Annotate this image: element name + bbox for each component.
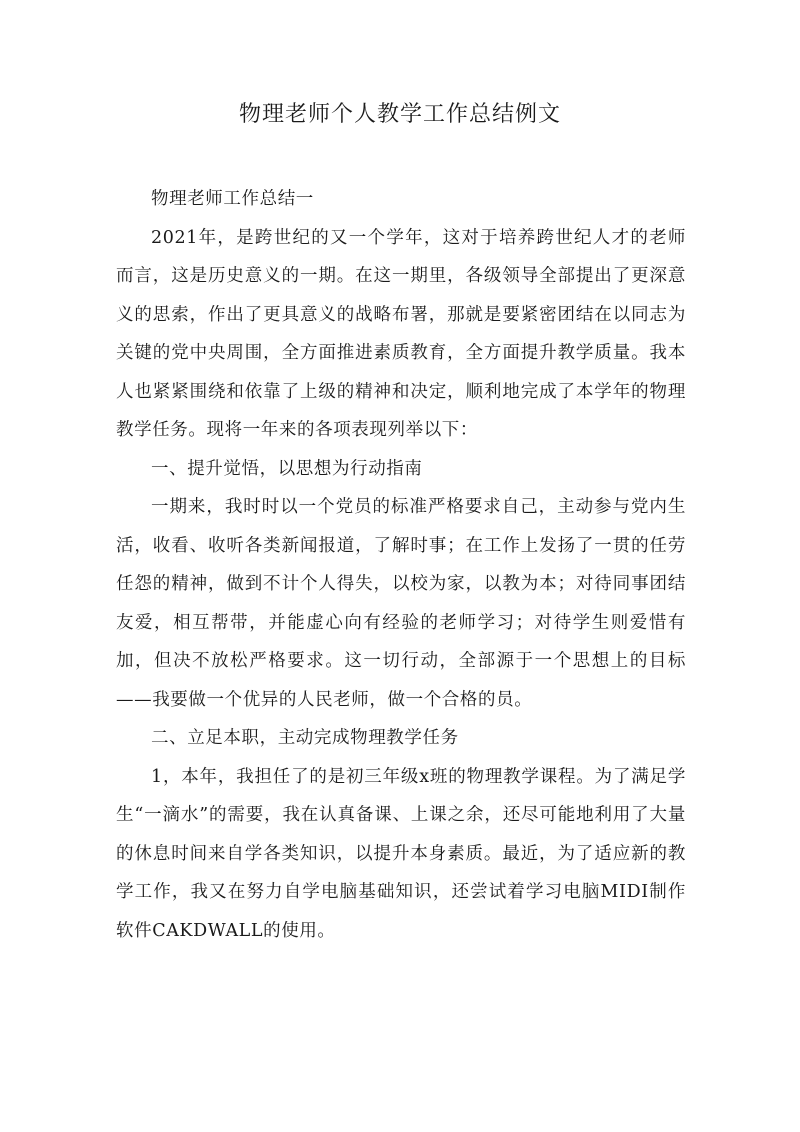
section-heading-1: 一、提升觉悟，以思想为行动指南	[151, 458, 423, 479]
paragraph-section-2: 1，本年，我担任了的是初三年级x班的物理教学课程。为了满足学生“一滴水”的需要，我在认真备课、上课之余，还尽可能地利用了大量的休息时间来自学各类知识，以提升本身素质。最近，为了适应新的教学工作，我又在努力自学电脑基础知识，还尝试着学习电脑MIDI制作软件CAKDWALL的使用。	[116, 766, 686, 941]
paragraph-intro: 2021年，是跨世纪的又一个学年，这对于培养跨世纪人才的老师而言，这是历史意义的一期。在这一期里，各级领导全部提出了更深意义的思索，作出了更具意义的战略布署，那就是要紧密团结在以同志为关键的党中央周围，全方面推进素质教育，全方面提升教学质量。我本人也紧紧围绕和依靠了上级的精神和决定，顺利地完成了本学年的物理教学任务。现将一年来的各项表现列举以下：	[116, 227, 686, 440]
section-heading-2: 二、立足本职，主动完成物理教学任务	[151, 728, 459, 748]
document-body	[116, 180, 686, 950]
document-title: 物理老师个人教学工作总结例文	[238, 102, 561, 127]
paragraph-section-1: 一期来，我时时以一个党员的标准严格要求自己，主动参与党内生活，收看、收听各类新闻报道，了解时事；在工作上发扬了一贯的任劳任怨的精神，做到不计个人得失，以校为家，以教为本；对待同事团结友爱，相互帮带，并能虚心向有经验的老师学习；对待学生则爱惜有加，但决不放松严格要求。这一切行动，全部源于一个思想上的目标——我要做一个优异的人民老师，做一个合格的员。	[116, 497, 686, 710]
paragraph-subtitle: 物理老师工作总结一	[151, 189, 314, 209]
